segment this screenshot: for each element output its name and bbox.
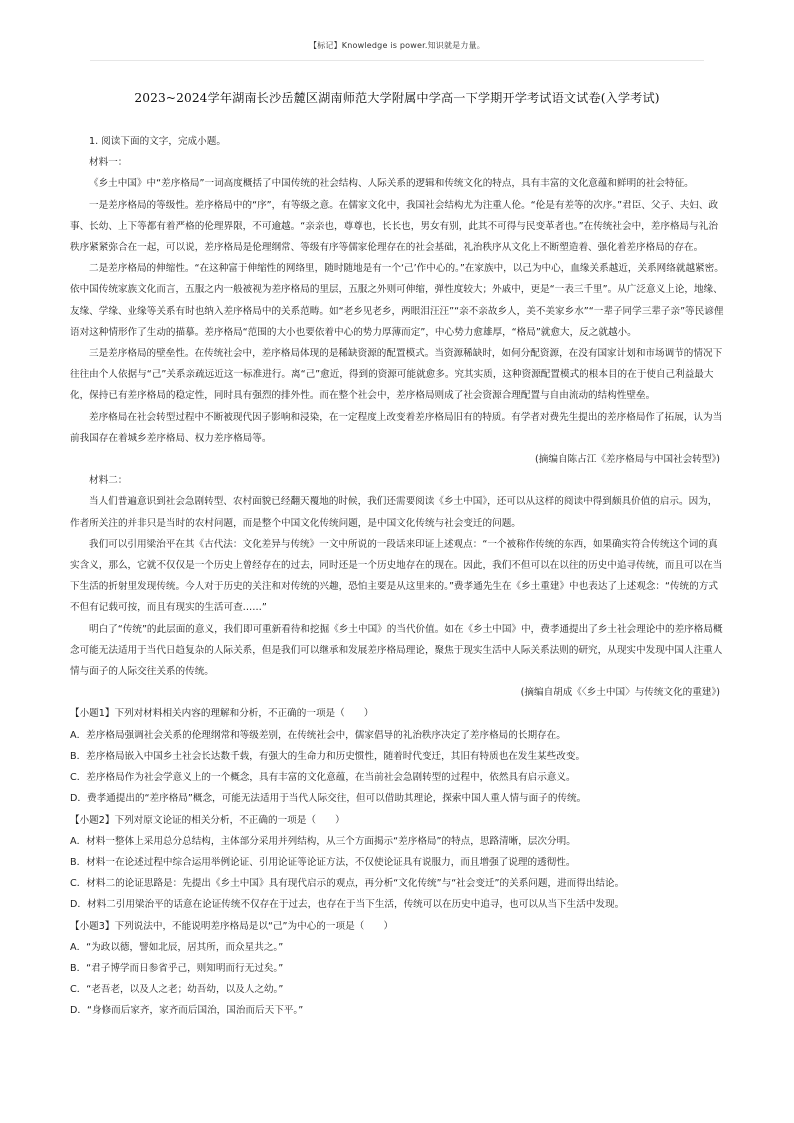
material-2-paragraph: 我们可以引用梁治平在其《古代法：文化差异与传统》一文中所说的一段话来印证上述观点：“一个被称作传统的东西，如果确实符合传统这个词的真实含义，那么，它就不仅仅是一个历史上曾经存在的过去，同时还是一个历史地存在的现在。因此，我们不但可以在以往的历史中追寻传统，而且可以在当下生活的折射里发现传统。今人对于历史的关注和对传统的兴趣，恐怕主要是从这里来的。”费孝通先生在《乡土重建》中也表达了上述观念：“传统的方式不但有记载可按，而且有现实的生活可查……” xyxy=(70,538,723,614)
sub-question-3-option-d: D．“身修而后家齐，家齐而后国治，国治而后天下平。” xyxy=(70,1005,304,1017)
material-2-label: 材料二： xyxy=(89,475,128,487)
sub-question-1-option-a: A．差序格局强调社会关系的伦理纲常和等级差别，在传统社会中，儒家倡导的礼治秩序决定了差序格局的长期存在。 xyxy=(70,729,566,741)
question-intro: 1. 阅读下面的文字，完成小题。 xyxy=(89,136,226,147)
material-1-paragraph: 二是差序格局的伸缩性。“在这种富于伸缩性的网络里，随时随地是有一个‘己’作中心的。”在家族中，以己为中心，血缘关系越近，关系网络就越紧密。依中国传统家族文化而言，五服之内一般被视为差序格局的里层，五服之外则可伸缩，弹性度较大；外戚中，更是“一表三千里”。从广泛意义上论，地缘、友缘、学缘、业缘等关系有时也纳入差序格局中的关系范畴。如“老乡见老乡，两眼泪汪汪”“亲不亲故乡人，美不美家乡水”“一辈子同学三辈子亲”等民谚俚语对这种情形作了生动的描摹。差序格局“范围的大小也要依着中心的势力厚薄而定”，中心势力愈雄厚，“格局”就愈大，反之就越小。 xyxy=(70,263,724,338)
question-body xyxy=(70,131,724,1022)
sub-question-3-stem: 【小题3】下列说法中，不能说明差序格局是以“己”为中心的一项是（ ） xyxy=(70,920,394,932)
sub-question-1-stem: 【小题1】下列对材料相关内容的理解和分析，不正确的一项是（ ） xyxy=(70,708,374,720)
header-divider xyxy=(90,60,704,61)
material-1-paragraph: 一是差序格局的等级性。差序格局中的“序”，有等级之意。在儒家文化中，我国社会结构尤为注重人伦。“伦是有差等的次序。”君臣、父子、夫妇、政事、长幼、上下等都有着严格的伦理界限，不可逾越。“亲亲也，尊尊也，长长也，男女有别，此其不可得与民变革者也。”在传统社会中，差序格局与礼治秩序紧紧弥合在一起，可以说，差序格局是伦理纲常、等级有序等儒家伦理存在的社会基础，礼治秩序从文化上不断塑造着、强化着差序格局的存在。 xyxy=(70,199,719,254)
page-header-note: 【标记】Knowledge is power.知识就是力量。 xyxy=(309,41,485,50)
material-1-source: (摘编自陈占江《差序格局与中国社会转型》) xyxy=(535,454,720,466)
sub-question-2-option-c: C．材料二的论证思路是：先提出《乡土中国》具有现代启示的观点，再分析“文化传统”与“社会变迁”的关系问题，进而得出结论。 xyxy=(70,878,625,890)
material-1-paragraph: 三是差序格局的壁垒性。在传统社会中，差序格局体现的是稀缺资源的配置模式。当资源稀缺时，如何分配资源，在没有国家计划和市场调节的情况下往往由个人依据与“己”关系亲疏远近这一标准进行。离“己”愈近，得到的资源可能就愈多。究其实质，这种资源配置模式的根本目的在于使自己利益最大化，保持已有差序格局的稳定性，同时具有强烈的排外性。而在整个社会中，差序格局则成了社会资源合理配置与自由流动的结构性壁垒。 xyxy=(70,348,723,402)
sub-question-2-option-d: D．材料二引用梁治平的话意在论证传统不仅存在于过去，也存在于当下生活，传统可以在历史中追寻，也可以从当下生活中发现。 xyxy=(70,899,625,911)
sub-question-3-option-c: C．“老吾老，以及人之老；幼吾幼，以及人之幼。” xyxy=(70,984,284,996)
material-2-source: (摘编自胡成《〈乡土中国〉与传统文化的重建》) xyxy=(520,687,720,699)
exam-title: 2023~2024学年湖南长沙岳麓区湖南师范大学附属中学高一下学期开学考试语文试卷(入学考试) xyxy=(134,91,660,105)
material-1-paragraph: 差序格局在社会转型过程中不断被现代因子影响和浸染，在一定程度上改变着差序格局旧有的特质。有学者对费先生提出的差序格局作了拓展，认为当前我国存在着城乡差序格局、权力差序格局等。 xyxy=(70,411,723,444)
sub-question-3-option-b: B．“君子博学而日参省乎己，则知明而行无过矣。” xyxy=(70,962,284,974)
material-1-paragraph: 《乡土中国》中“差序格局”一词高度概括了中国传统的社会结构、人际关系的逻辑和传统文化的特点，具有丰富的文化意蕴和鲜明的社会特征。 xyxy=(89,178,694,190)
material-2-paragraph: 当人们普遍意识到社会急剧转型、农村面貌已经翻天覆地的时候，我们还需要阅读《乡土中国》，还可以从这样的阅读中得到颇具价值的启示。因为，作者所关注的并非只是当时的农村问题，而是整个中国文化传统问题，是中国文化传统与社会变迁的问题。 xyxy=(70,496,718,529)
sub-question-1-option-b: B．差序格局嵌入中国乡土社会长达数千载，有强大的生命力和历史惯性，随着时代变迁，其旧有特质也在发生某些改变。 xyxy=(70,750,586,762)
material-1-label: 材料一： xyxy=(89,157,128,169)
sub-question-3-option-a: A．“为政以德，譬如北辰，居其所，而众星共之。” xyxy=(70,941,284,953)
sub-question-1-option-c: C．差序格局作为社会学意义上的一个概念，具有丰富的文化意蕴，在当前社会急剧转型的过程中，依然具有启示意义。 xyxy=(70,772,576,784)
sub-question-2-stem: 【小题2】下列对原文论证的相关分析，不正确的一项是（ ） xyxy=(70,814,345,826)
material-2-paragraph: 明白了“传统”的此层面的意义，我们即可重新看待和挖掘《乡土中国》的当代价值。如在《乡土中国》中，费孝通提出了乡土社会理论中的差序格局概念可能无法适用于当代日趋复杂的人际关系，但是我们可以继承和发展差序格局理论，聚焦于现实生活中人际关系法则的研究，从现实中发现中国人注重人情与面子的人际交往关系的传统。 xyxy=(70,623,723,678)
sub-question-1-option-d: D．费孝通提出的“差序格局”概念，可能无法适用于当代人际交往，但可以借助其理论，探索中国人重人情与面子的传统。 xyxy=(70,793,587,805)
sub-question-2-option-a: A．材料一整体上采用总分总结构，主体部分采用并列结构，从三个方面揭示“差序格局”的特点，思路清晰，层次分明。 xyxy=(70,835,576,847)
sub-question-2-option-b: B．材料一在论述过程中综合运用举例论证、引用论证等论证方法，不仅使论证具有说服力，而且增强了说理的透彻性。 xyxy=(70,856,576,868)
